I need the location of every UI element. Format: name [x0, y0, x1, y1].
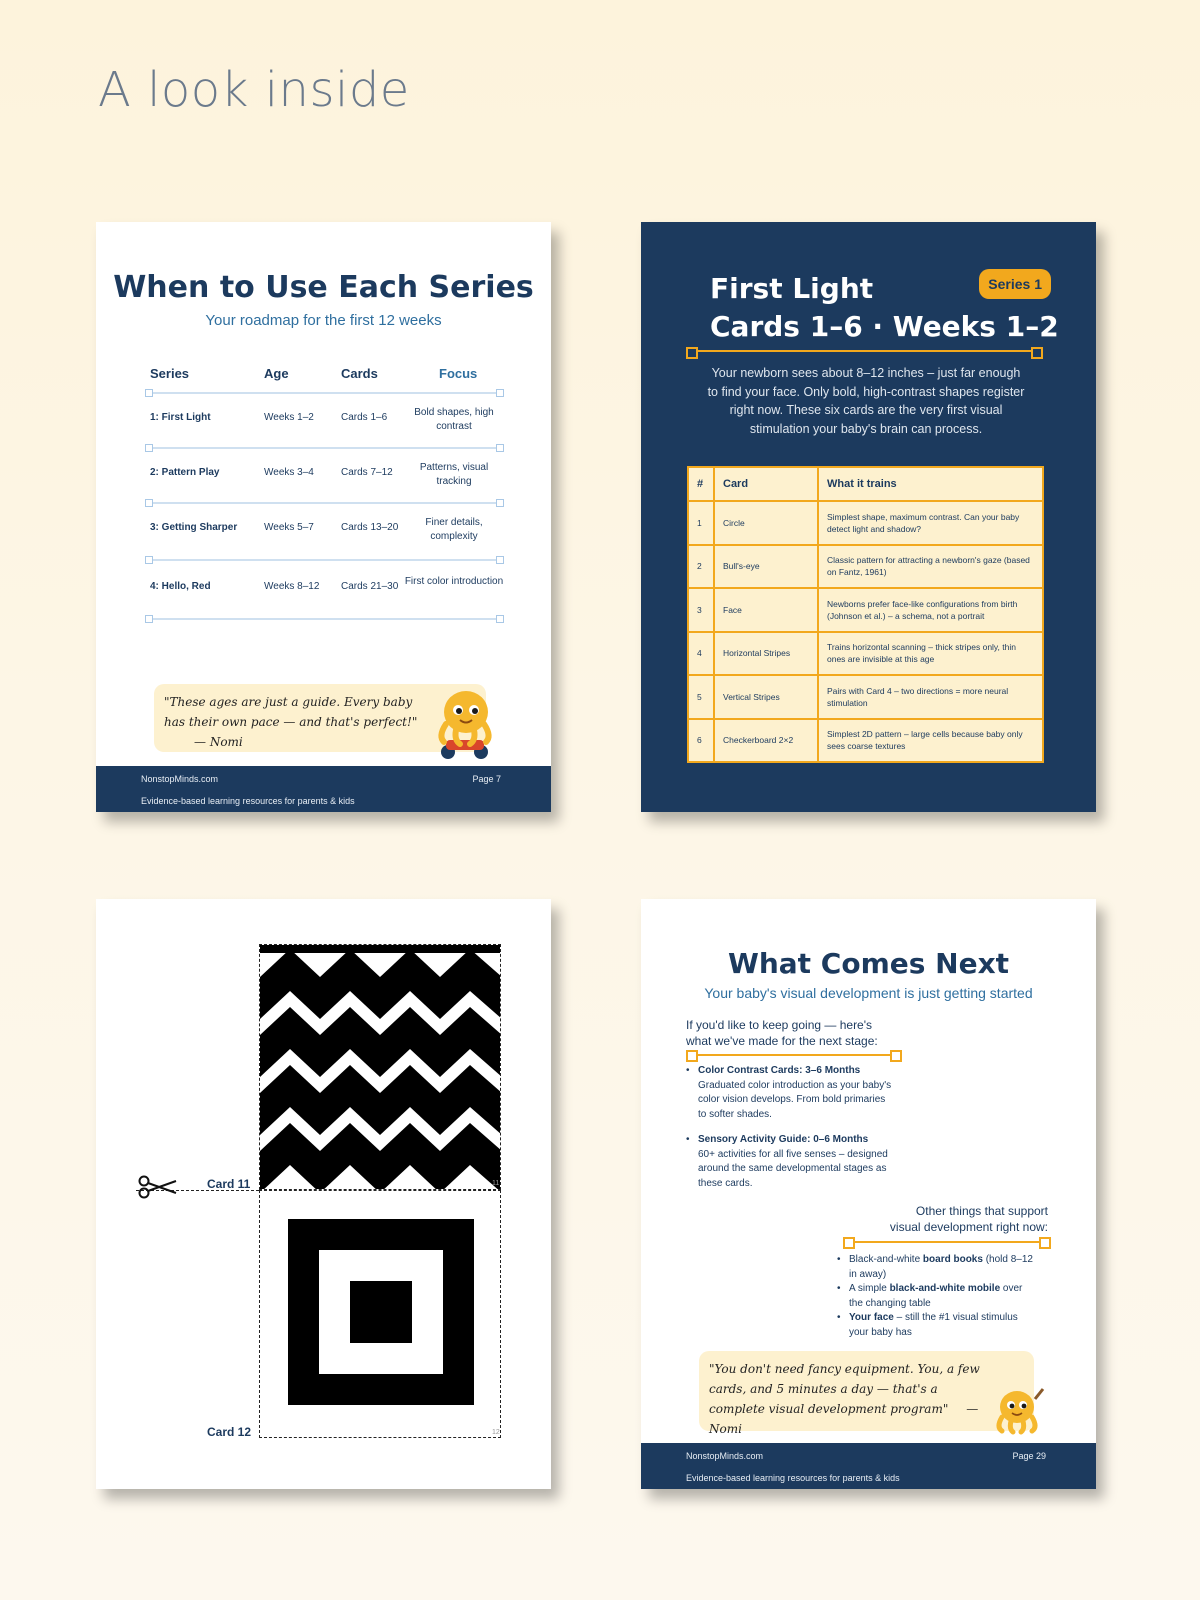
card-11-zigzag — [259, 944, 501, 1190]
row-cards: Cards 13–20 — [341, 522, 399, 533]
footer-tagline: Evidence-based learning resources for parents & kids — [141, 796, 355, 806]
row-focus: Finer details, complexity — [425, 517, 483, 542]
row-cards: Cards 7–12 — [341, 467, 393, 478]
table-row: 2 Bull's-eye Classic pattern for attracting a newborn's gaze (based on Fantz, 1961) — [688, 545, 1043, 589]
col-header-age: Age — [264, 366, 289, 381]
row-age: Weeks 1–2 — [264, 412, 314, 423]
preview-page-roadmap — [96, 222, 551, 812]
table-rule — [148, 559, 501, 561]
row-age: Weeks 3–4 — [264, 467, 314, 478]
footer-site: NonstopMinds.com — [141, 774, 219, 784]
roadmap-title: When to Use Each Series — [113, 270, 534, 305]
nomi-quote: "These ages are just a guide. Every baby has their own pace — and that's perfect!" — Nomi — [164, 695, 418, 749]
scissors-icon — [138, 1175, 178, 1199]
list-item: • Color Contrast Cards: 3–6 Months Graduated color introduction as your baby's color vision develops. From bold primaries to softer shades. — [686, 1064, 896, 1122]
row-cards: Cards 21–30 — [341, 581, 399, 592]
row-series: 1: First Light — [150, 412, 211, 423]
table-row: 4 Horizontal Stripes Trains horizontal scanning – thick stripes only, thin ones are invisible at this age — [688, 632, 1043, 676]
series-badge: Series 1 — [979, 269, 1051, 299]
page-number: Page 7 — [472, 774, 501, 784]
other-list — [837, 1253, 1037, 1340]
row-focus: First color introduction — [404, 576, 504, 587]
preview-page-what-next — [641, 899, 1096, 1489]
page-footer — [641, 1443, 1096, 1489]
roadmap-subtitle: Your roadmap for the first 12 weeks — [205, 312, 442, 329]
cards-table — [687, 466, 1044, 763]
row-age: Weeks 5–7 — [264, 522, 314, 533]
col-header-focus: Focus — [439, 366, 478, 381]
other-heading: Other things that support visual development right now: — [889, 1204, 1048, 1234]
preview-page-series-1 — [641, 222, 1096, 812]
next-intro: If you'd like to keep going — here's what we've made for the next stage: — [686, 1018, 878, 1048]
col-header-cards: Cards — [341, 366, 378, 381]
card-12-label: Card 12 — [207, 1425, 252, 1439]
series-title: First Light Cards 1–6 · Weeks 1–2 — [710, 272, 1059, 343]
concentric-squares-icon — [288, 1219, 474, 1405]
page-footer — [96, 766, 551, 812]
col-header-trains: What it trains — [818, 467, 1043, 501]
card-12-nested-squares — [259, 1190, 501, 1438]
table-row: 1 Circle Simplest shape, maximum contrast. Can your baby detect light and shadow? — [688, 501, 1043, 545]
table-rule — [148, 447, 501, 449]
table-rule — [148, 392, 501, 394]
title-rule — [690, 350, 1039, 352]
list-item: • A simple black-and-white mobile over the changing table — [837, 1282, 1037, 1311]
next-subtitle: Your baby's visual development is just getting started — [704, 985, 1033, 1001]
nomi-quote-box — [699, 1351, 1034, 1436]
table-row: 3 Face Newborns prefer face-like configurations from birth (Johnson et al.) – a schema, not a portrait — [688, 588, 1043, 632]
table-rule — [148, 502, 501, 504]
list-item: • Black-and-white board books (hold 8–12 in away) — [837, 1253, 1037, 1282]
list-item: • Your face – still the #1 visual stimulus your baby has — [837, 1311, 1037, 1340]
next-title: What Comes Next — [727, 947, 1010, 980]
table-row: 5 Vertical Stripes Pairs with Card 4 – two directions = more neural stimulation — [688, 675, 1043, 719]
footer-tagline: Evidence-based learning resources for parents & kids — [686, 1473, 900, 1483]
octopus-mascot-icon — [991, 1387, 1047, 1435]
card-11-number: 11 — [492, 1180, 500, 1187]
intro-rule — [690, 1054, 898, 1056]
zigzag-pattern-icon — [260, 945, 501, 1190]
series-intro: Your newborn sees about 8–12 inches – just far enough to find your face. Only bold, high-contrast shapes register right now. These six cards are the very first visual stimulation your baby's brain can process. — [707, 366, 1025, 436]
row-series: 4: Hello, Red — [150, 581, 211, 592]
col-header-series: Series — [150, 366, 190, 381]
card-12-number: 12 — [492, 1429, 500, 1436]
col-header-num: # — [688, 467, 714, 501]
card-11-label: Card 11 — [207, 1177, 251, 1191]
product-list — [686, 1064, 896, 1202]
octopus-mascot-icon — [426, 682, 500, 762]
other-rule — [847, 1241, 1047, 1243]
row-cards: Cards 1–6 — [341, 412, 388, 423]
col-header-card: Card — [714, 467, 818, 501]
table-rule — [148, 618, 501, 620]
row-age: Weeks 8–12 — [264, 581, 320, 592]
page-number: Page 29 — [1012, 1451, 1046, 1461]
preview-page-printable-cards — [96, 899, 551, 1489]
table-header-row — [688, 467, 1043, 501]
row-series: 2: Pattern Play — [150, 467, 220, 478]
row-focus: Patterns, visual tracking — [419, 462, 489, 487]
nomi-quote: "You don't need fancy equipment. You, a few cards, and 5 minutes a day — that's a complete visual development program" — Nomi — [709, 1362, 980, 1436]
list-item: • Sensory Activity Guide: 0–6 Months 60+ activities for all five senses – designed around the same developmental stages as these cards. — [686, 1133, 896, 1191]
table-row: 6 Checkerboard 2×2 Simplest 2D pattern – large cells because baby only sees coarse textures — [688, 719, 1043, 763]
row-series: 3: Getting Sharper — [150, 522, 238, 533]
footer-site: NonstopMinds.com — [686, 1451, 764, 1461]
row-focus: Bold shapes, high contrast — [414, 407, 494, 432]
page-headline: A look inside — [98, 62, 410, 118]
